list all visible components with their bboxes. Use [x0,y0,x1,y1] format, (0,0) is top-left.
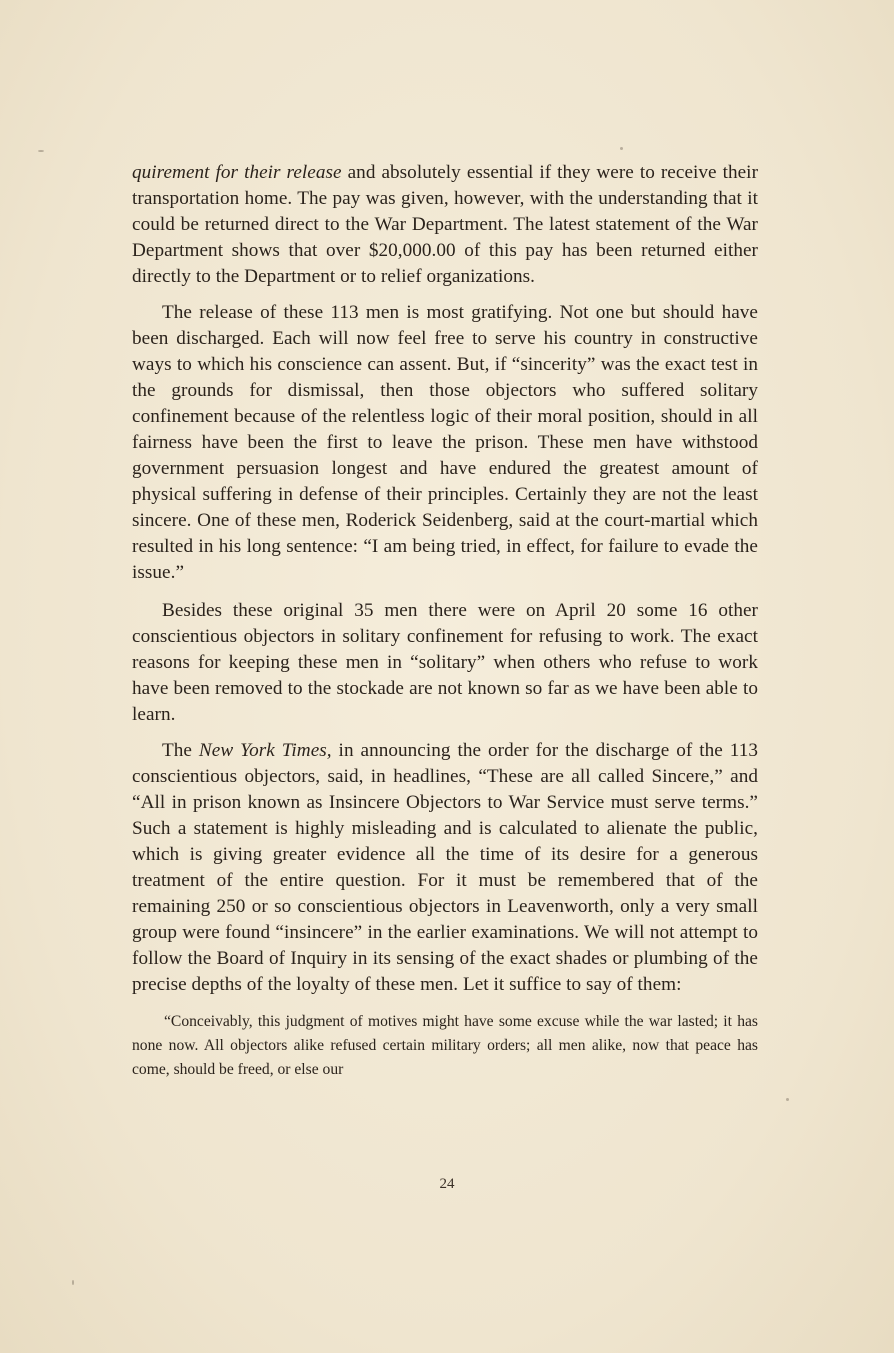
paragraph-1-text: and absolutely essential if they were to receive their transportation home. The pay was given, however, with the understanding that it could be returned direct to the War Department. The latest statement of the War Department shows that over $20,000.00 of this pay has been returned either directly to the Department or to relief organizations. [132,162,759,287]
page-text-block [132,160,758,1082]
paragraph-4 [132,738,758,998]
block-quote: “Conceivably, this judgment of motives might have some excuse while the war lasted; it has none now. All objectors alike refused certain military orders; all men alike, now that peace has come, should be freed, or else our [132,1013,758,1078]
paragraph-2: The release of these 113 men is most gratifying. Not one but should have been discharged. Each will now feel free to serve his country in constructive ways to which his conscience can assent. But, if “sincerity” was the exact test in the grounds for dismissal, then those objectors who suffered solitary confinement because of the relentless logic of their moral position, should in all fairness have been the first to leave the prison. These men have withstood government persuasion longest and have endured the greatest amount of physical suffering in defense of their principles. Certainly they are not the least sincere. One of these men, Roderick Seidenberg, said at the court-martial which resulted in his long sentence: “I am being tried, in effect, for failure to evade the issue.” [132,302,758,583]
page-number: 24 [439,1176,455,1192]
paper-speck [620,147,623,150]
paper-speck [786,1098,789,1101]
paragraph-4-after: in announcing the order for the discharge of the 113 conscientious objectors, said, in headlines, “These are all called Sincere,” and “All in prison known as Insincere Objectors to War Service must serve terms.” Such a statement is highly misleading and is calculated to alienate the public, which is giving greater evidence all the time of its desire for a generous treatment of the entire question. For it must be remembered that of the remaining 250 or so conscientious objectors in Leavenworth, only a very small group were found “insincere” in the earlier examinations. We will not attempt to follow the Board of Inquiry in its sensing of the exact shades or plumbing of the precise depths of the loyalty of these men. Let it suffice to say of them: [132,740,758,995]
paper-speck [38,150,44,152]
paper-speck [72,1280,74,1285]
paragraph-3: Besides these original 35 men there were on April 20 some 16 other conscientious objectors in solitary confinement for refusing to work. The exact reasons for keeping these men in “solitary” when others who refuse to work have been removed to the stockade are not known so far as we have been able to learn. [132,600,758,725]
italic-lead: quirement for their release [132,162,342,183]
newspaper-title: New York Times, [198,740,332,761]
paragraph-1 [132,160,758,290]
paragraph-4-before: The [162,740,199,761]
